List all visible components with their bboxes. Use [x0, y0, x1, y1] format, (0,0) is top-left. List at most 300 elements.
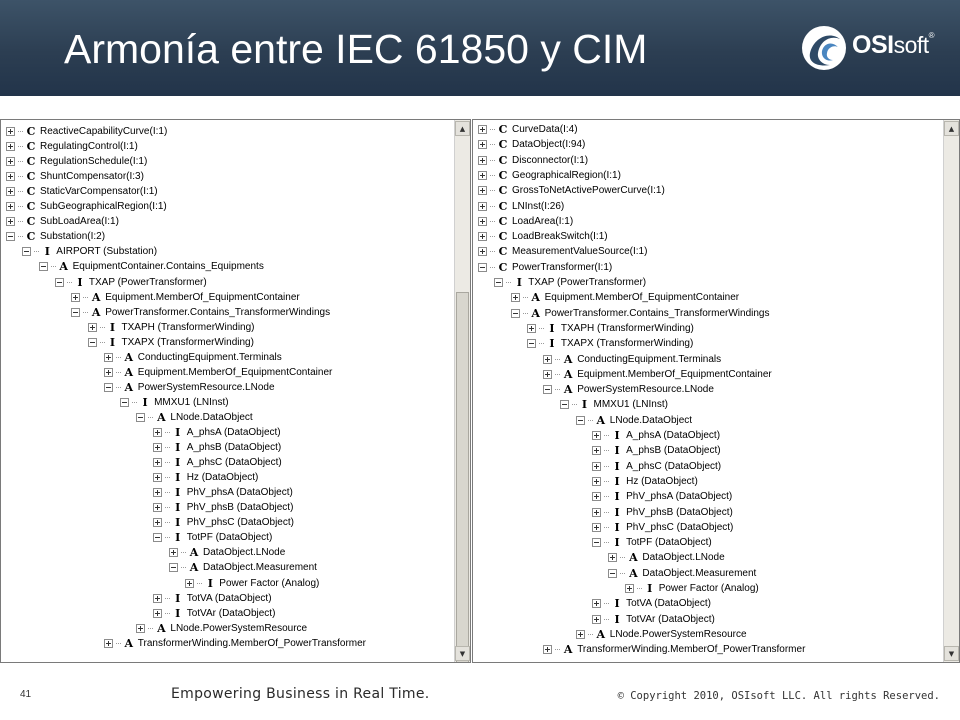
- node-type-icon: C: [498, 230, 508, 244]
- node-type-icon: I: [175, 516, 181, 530]
- node-type-icon: C: [498, 260, 508, 274]
- tree-connector: [116, 357, 121, 358]
- expand-toggle-icon[interactable]: [6, 172, 15, 181]
- tree-connector: [18, 191, 23, 192]
- node-type-icon: C: [26, 125, 36, 138]
- expand-toggle-icon[interactable]: [153, 488, 162, 497]
- tree-row[interactable]: [153, 606, 276, 621]
- expand-toggle-icon[interactable]: [6, 187, 15, 196]
- tree-row[interactable]: [527, 336, 693, 351]
- footer-copyright: © Copyright 2010, OSIsoft LLC. All rights Reserved.: [617, 690, 940, 702]
- tree-row[interactable]: [104, 365, 333, 380]
- slide-title: Armonía entre IEC 61850 y CIM: [64, 26, 648, 72]
- tree-connector: [18, 206, 23, 207]
- node-type-icon: I: [175, 486, 181, 500]
- tree-row[interactable]: [527, 321, 694, 336]
- scroll-up-button[interactable]: ▲: [455, 121, 470, 136]
- node-type-icon: I: [175, 606, 181, 620]
- tree-row[interactable]: [543, 642, 805, 657]
- tree-row-label: LoadArea(I:1): [512, 215, 574, 227]
- tree-row-label: LNode.DataObject: [170, 411, 253, 423]
- expand-toggle-icon[interactable]: [153, 458, 162, 467]
- node-type-icon: C: [26, 230, 36, 244]
- tree-connector: [100, 342, 105, 343]
- tree-row-label: Power Factor (Analog): [658, 583, 759, 594]
- tree-row[interactable]: [153, 530, 273, 545]
- tree-row-label: RegulatingControl(I:1): [40, 141, 138, 153]
- tree-row[interactable]: [104, 350, 282, 365]
- node-type-icon: A: [563, 352, 573, 366]
- expand-toggle-icon[interactable]: [543, 355, 552, 364]
- expand-toggle-icon[interactable]: [478, 202, 487, 211]
- tree-row[interactable]: [185, 576, 319, 591]
- tree-connector: [490, 129, 495, 130]
- tree-row[interactable]: [592, 535, 712, 550]
- node-type-icon: A: [596, 627, 606, 641]
- expand-toggle-icon[interactable]: [153, 503, 162, 512]
- tree-row[interactable]: [153, 591, 272, 606]
- logo-registered-mark: ®: [928, 31, 935, 40]
- node-type-icon: A: [157, 410, 166, 424]
- expand-toggle-icon[interactable]: [6, 127, 15, 136]
- tree-row-label: SubLoadArea(I:1): [40, 216, 119, 228]
- tree-connector: [165, 462, 170, 463]
- tree-connector: [51, 266, 56, 267]
- node-type-icon: I: [516, 276, 522, 289]
- tree-connector: [490, 175, 495, 176]
- tree-row[interactable]: [560, 397, 668, 412]
- node-type-icon: I: [581, 398, 588, 412]
- tree-connector: [572, 404, 577, 405]
- tree-row-label: TotPF (DataObject): [626, 537, 712, 549]
- collapse-toggle-icon[interactable]: [511, 309, 520, 318]
- expand-toggle-icon[interactable]: [153, 443, 162, 452]
- collapse-toggle-icon[interactable]: [136, 413, 145, 422]
- node-type-icon: I: [647, 582, 653, 595]
- node-type-icon: C: [26, 155, 36, 169]
- osisoft-logo: [800, 22, 950, 74]
- tree-row-label: Disconnector(I:1): [512, 154, 589, 166]
- node-type-icon: I: [614, 474, 620, 488]
- node-type-icon: C: [26, 185, 36, 199]
- expand-toggle-icon[interactable]: [592, 492, 601, 501]
- tree-row[interactable]: [478, 229, 608, 244]
- tree-connector: [490, 251, 495, 252]
- tree-row-label: PowerTransformer.Contains_TransformerWindings: [105, 306, 331, 318]
- expand-toggle-icon[interactable]: [153, 609, 162, 618]
- tree-connector: [604, 512, 609, 513]
- tree-connector: [83, 312, 88, 313]
- node-type-icon: I: [175, 441, 181, 455]
- node-type-icon: I: [175, 501, 181, 515]
- tree-row-label: LoadBreakSwitch(I:1): [512, 231, 608, 243]
- node-type-icon: I: [614, 612, 620, 626]
- tree-row[interactable]: [478, 244, 647, 259]
- expand-toggle-icon[interactable]: [478, 125, 487, 134]
- tree-row-label: PhV_phsC (DataObject): [626, 521, 734, 533]
- expand-toggle-icon[interactable]: [543, 645, 552, 654]
- tree-row[interactable]: [592, 474, 698, 489]
- tree-row[interactable]: [608, 566, 756, 581]
- tree-row-label: PowerTransformer(I:1): [512, 261, 613, 273]
- tree-row[interactable]: [136, 621, 307, 636]
- tree-connector: [604, 450, 609, 451]
- tree-connector: [604, 481, 609, 482]
- tree-connector: [539, 343, 544, 344]
- tree-connector: [34, 251, 39, 252]
- expand-toggle-icon[interactable]: [185, 579, 194, 588]
- expand-toggle-icon[interactable]: [136, 624, 145, 633]
- tree-row-label: ShuntCompensator(I:3): [40, 171, 144, 183]
- tree-row[interactable]: [478, 183, 665, 198]
- tree-row[interactable]: [71, 305, 330, 320]
- tree-row-label: AIRPORT (Substation): [56, 246, 158, 258]
- node-type-icon: A: [157, 621, 166, 635]
- expand-toggle-icon[interactable]: [6, 202, 15, 211]
- node-type-icon: I: [614, 490, 620, 504]
- scroll-down-button[interactable]: ▼: [455, 646, 470, 661]
- tree-connector: [523, 313, 528, 314]
- node-type-icon: I: [175, 456, 181, 470]
- expand-toggle-icon[interactable]: [592, 431, 601, 440]
- tree-row-label: TransformerWinding.MemberOf_PowerTransformer: [577, 644, 806, 656]
- expand-toggle-icon[interactable]: [592, 477, 601, 486]
- tree-connector: [555, 649, 560, 650]
- expand-toggle-icon[interactable]: [6, 217, 15, 226]
- expand-toggle-icon[interactable]: [153, 518, 162, 527]
- tree-connector: [604, 527, 609, 528]
- tree-connector: [165, 477, 170, 478]
- node-type-icon: I: [549, 321, 555, 335]
- tree-row[interactable]: [153, 485, 293, 500]
- expand-toggle-icon[interactable]: [478, 171, 487, 180]
- collapse-toggle-icon[interactable]: [527, 339, 536, 348]
- tree-connector: [181, 567, 186, 568]
- tree-row-label: ConductingEquipment.Terminals: [137, 351, 282, 363]
- expand-toggle-icon[interactable]: [153, 473, 162, 482]
- tree-row[interactable]: [543, 382, 714, 397]
- tree-row-label: TotVAr (DataObject): [626, 613, 715, 625]
- collapse-toggle-icon[interactable]: [608, 569, 617, 578]
- tree-row[interactable]: [6, 169, 144, 184]
- tree-row[interactable]: [6, 154, 147, 169]
- collapse-toggle-icon[interactable]: [494, 278, 503, 287]
- tree-row[interactable]: [478, 137, 585, 152]
- node-type-icon: I: [614, 505, 620, 519]
- scroll-down-button[interactable]: ▼: [944, 646, 959, 661]
- tree-row-label: LNode.DataObject: [609, 414, 693, 426]
- tree-row[interactable]: [6, 214, 119, 229]
- node-type-icon: I: [614, 444, 620, 458]
- tree-row-label: PowerSystemResource.LNode: [137, 381, 275, 393]
- node-type-icon: C: [498, 123, 508, 136]
- tree-row-label: TotVAr (DataObject): [186, 607, 276, 619]
- expand-toggle-icon[interactable]: [478, 156, 487, 165]
- expand-toggle-icon[interactable]: [592, 523, 601, 532]
- expand-toggle-icon[interactable]: [592, 446, 601, 455]
- collapse-toggle-icon[interactable]: [6, 232, 15, 241]
- expand-toggle-icon[interactable]: [478, 247, 487, 256]
- node-type-icon: A: [124, 380, 134, 394]
- tree-connector: [67, 282, 72, 283]
- right-scrollbar[interactable]: [943, 120, 959, 662]
- expand-toggle-icon[interactable]: [104, 353, 113, 362]
- tree-row-label: LNode.PowerSystemResource: [609, 628, 747, 640]
- tree-connector: [83, 297, 88, 298]
- expand-toggle-icon[interactable]: [478, 186, 487, 195]
- collapse-toggle-icon[interactable]: [576, 416, 585, 425]
- node-type-icon: I: [109, 335, 116, 349]
- tree-row-label: StaticVarCompensator(I:1): [40, 186, 158, 198]
- collapse-toggle-icon[interactable]: [543, 385, 552, 394]
- tree-row[interactable]: [592, 489, 732, 504]
- tree-connector: [588, 634, 593, 635]
- tree-row[interactable]: [153, 425, 281, 440]
- tree-row[interactable]: [153, 440, 282, 455]
- footer-tagline: Empowering Business in Real Time.: [171, 686, 430, 702]
- node-type-icon: C: [26, 140, 36, 154]
- expand-toggle-icon[interactable]: [576, 630, 585, 639]
- tree-connector: [165, 507, 170, 508]
- tree-row[interactable]: [6, 229, 105, 244]
- node-type-icon: I: [549, 337, 555, 351]
- tree-row[interactable]: [592, 459, 721, 474]
- tree-connector: [116, 387, 121, 388]
- node-type-icon: A: [91, 290, 101, 304]
- collapse-toggle-icon[interactable]: [22, 247, 31, 256]
- tree-connector: [18, 161, 23, 162]
- node-type-icon: C: [498, 168, 508, 182]
- expand-toggle-icon[interactable]: [592, 508, 601, 517]
- node-type-icon: A: [124, 636, 134, 650]
- tree-connector: [539, 328, 544, 329]
- tree-row-label: Power Factor (Analog): [219, 577, 320, 589]
- tree-connector: [555, 359, 560, 360]
- node-type-icon: I: [614, 520, 620, 534]
- tree-row[interactable]: [104, 636, 366, 651]
- tree-row[interactable]: [478, 260, 612, 275]
- tree-connector: [18, 146, 23, 147]
- expand-toggle-icon[interactable]: [543, 370, 552, 379]
- expand-toggle-icon[interactable]: [625, 584, 634, 593]
- tree-row-label: GeographicalRegion(I:1): [512, 169, 621, 181]
- tree-row[interactable]: [478, 153, 588, 168]
- collapse-toggle-icon[interactable]: [120, 398, 129, 407]
- tree-row[interactable]: [88, 335, 254, 350]
- node-type-icon: I: [614, 597, 620, 611]
- tree-row-label: A_phsB (DataObject): [626, 445, 721, 457]
- collapse-toggle-icon[interactable]: [169, 563, 178, 572]
- tree-row[interactable]: [169, 545, 285, 560]
- tree-connector: [165, 613, 170, 614]
- tree-row-label: TXAP (PowerTransformer): [88, 276, 207, 288]
- tree-row[interactable]: [478, 199, 564, 214]
- expand-toggle-icon[interactable]: [71, 293, 80, 302]
- collapse-toggle-icon[interactable]: [71, 308, 80, 317]
- node-type-icon: C: [498, 245, 508, 259]
- tree-row[interactable]: [169, 560, 317, 575]
- tree-row[interactable]: [592, 596, 711, 611]
- tree-row-label: DataObject.LNode: [642, 552, 725, 564]
- tree-row[interactable]: [478, 168, 621, 183]
- expand-toggle-icon[interactable]: [478, 232, 487, 241]
- tree-row[interactable]: [136, 410, 252, 425]
- node-type-icon: C: [498, 153, 508, 167]
- expand-toggle-icon[interactable]: [88, 323, 97, 332]
- node-type-icon: C: [498, 199, 508, 213]
- tree-row[interactable]: [543, 367, 772, 382]
- tree-row[interactable]: [592, 505, 733, 520]
- tree-connector: [132, 402, 137, 403]
- tree-row-label: TXAPX (TransformerWinding): [121, 336, 254, 348]
- collapse-toggle-icon[interactable]: [88, 338, 97, 347]
- expand-toggle-icon[interactable]: [592, 599, 601, 608]
- node-type-icon: C: [26, 215, 36, 229]
- tree-connector: [555, 389, 560, 390]
- tree-connector: [490, 267, 495, 268]
- tree-row[interactable]: [88, 320, 255, 335]
- tree-row[interactable]: [478, 214, 573, 229]
- collapse-toggle-icon[interactable]: [39, 262, 48, 271]
- collapse-toggle-icon[interactable]: [592, 538, 601, 547]
- tree-connector: [604, 619, 609, 620]
- tree-connector: [165, 598, 170, 599]
- tree-connector: [148, 628, 153, 629]
- expand-toggle-icon[interactable]: [592, 462, 601, 471]
- tree-row[interactable]: [6, 184, 158, 199]
- tree-row-label: MMXU1 (LNInst): [154, 396, 229, 408]
- tree-connector: [523, 297, 528, 298]
- tree-row[interactable]: [153, 515, 294, 530]
- tree-connector: [604, 603, 609, 604]
- tree-row-label: LNInst(I:26): [512, 200, 565, 212]
- expand-toggle-icon[interactable]: [6, 142, 15, 151]
- collapse-toggle-icon[interactable]: [153, 533, 162, 542]
- tree-row[interactable]: [576, 627, 747, 642]
- tree-row-label: PhV_phsA (DataObject): [626, 491, 733, 503]
- node-type-icon: A: [596, 413, 606, 427]
- tree-row-label: TotVA (DataObject): [186, 592, 272, 604]
- logo-wordmark: [852, 31, 934, 60]
- expand-toggle-icon[interactable]: [104, 368, 113, 377]
- tree-row[interactable]: [22, 244, 157, 259]
- logo-text-light: soft: [893, 32, 929, 58]
- expand-toggle-icon[interactable]: [608, 553, 617, 562]
- collapse-toggle-icon[interactable]: [55, 278, 64, 287]
- tree-row-label: MeasurementValueSource(I:1): [512, 246, 648, 258]
- tree-connector: [165, 522, 170, 523]
- expand-toggle-icon[interactable]: [592, 615, 601, 624]
- tree-row[interactable]: [592, 428, 720, 443]
- tree-row[interactable]: [71, 290, 300, 305]
- tree-row-label: PhV_phsC (DataObject): [186, 517, 294, 529]
- tree-row[interactable]: [625, 581, 759, 596]
- tree-row[interactable]: [543, 352, 721, 367]
- node-type-icon: A: [91, 305, 101, 319]
- tree-connector: [116, 372, 121, 373]
- collapse-toggle-icon[interactable]: [560, 400, 569, 409]
- tree-row[interactable]: [478, 122, 578, 137]
- tree-connector: [18, 236, 23, 237]
- tree-row-label: PowerTransformer.Contains_TransformerWindings: [544, 307, 770, 319]
- node-type-icon: C: [498, 184, 508, 198]
- expand-toggle-icon[interactable]: [153, 428, 162, 437]
- collapse-toggle-icon[interactable]: [104, 383, 113, 392]
- node-type-icon: A: [124, 365, 134, 379]
- collapse-toggle-icon[interactable]: [478, 263, 487, 272]
- tree-row-label: LNode.PowerSystemResource: [170, 622, 308, 634]
- tree-row-label: TXAPH (TransformerWinding): [560, 322, 694, 334]
- tree-connector: [197, 583, 202, 584]
- tree-row[interactable]: [608, 550, 724, 565]
- tree-row[interactable]: [153, 500, 294, 515]
- tree-connector: [588, 420, 593, 421]
- tree-row[interactable]: [576, 413, 692, 428]
- tree-row[interactable]: [55, 275, 207, 290]
- left-scrollbar[interactable]: [454, 120, 470, 662]
- tree-row-label: MMXU1 (LNInst): [593, 399, 668, 411]
- expand-toggle-icon[interactable]: [104, 639, 113, 648]
- scroll-up-button[interactable]: ▲: [944, 121, 959, 136]
- tree-row[interactable]: [592, 612, 715, 627]
- expand-toggle-icon[interactable]: [169, 548, 178, 557]
- expand-toggle-icon[interactable]: [511, 293, 520, 302]
- expand-toggle-icon[interactable]: [6, 157, 15, 166]
- tree-connector: [165, 432, 170, 433]
- expand-toggle-icon[interactable]: [527, 324, 536, 333]
- tree-connector: [490, 236, 495, 237]
- tree-connector: [620, 557, 625, 558]
- scroll-thumb[interactable]: [456, 292, 469, 663]
- tree-row[interactable]: [511, 306, 770, 321]
- node-type-icon: A: [629, 566, 638, 580]
- tree-row[interactable]: [6, 124, 167, 139]
- tree-row[interactable]: [39, 259, 264, 274]
- tree-row[interactable]: [104, 380, 275, 395]
- tree-row-label: TXAPX (TransformerWinding): [560, 338, 694, 350]
- tree-row[interactable]: [120, 395, 228, 410]
- tree-connector: [555, 374, 560, 375]
- tree-row-label: A_phsC (DataObject): [626, 460, 722, 472]
- tree-row[interactable]: [592, 443, 721, 458]
- tree-row[interactable]: [6, 199, 167, 214]
- tree-row-label: A_phsA (DataObject): [626, 430, 721, 441]
- node-type-icon: I: [175, 531, 181, 545]
- tree-row-label: TransformerWinding.MemberOf_PowerTransformer: [137, 637, 367, 649]
- tree-connector: [604, 435, 609, 436]
- tree-row-label: PowerSystemResource.LNode: [577, 384, 714, 396]
- tree-row-label: A_phsA (DataObject): [186, 427, 281, 438]
- tree-row[interactable]: [153, 470, 259, 485]
- node-type-icon: C: [498, 214, 508, 228]
- tree-row[interactable]: [6, 139, 138, 154]
- expand-toggle-icon[interactable]: [478, 140, 487, 149]
- tree-row[interactable]: [511, 290, 740, 305]
- tree-row-label: Equipment.MemberOf_EquipmentContainer: [577, 368, 772, 380]
- node-type-icon: A: [563, 383, 573, 397]
- tree-connector: [18, 131, 23, 132]
- node-type-icon: I: [142, 395, 148, 409]
- tree-row[interactable]: [592, 520, 733, 535]
- tree-row-label: TXAP (PowerTransformer): [528, 277, 647, 288]
- tree-row[interactable]: [494, 275, 646, 290]
- tree-row[interactable]: [153, 455, 282, 470]
- tree-row-label: TotPF (DataObject): [186, 532, 273, 544]
- logo-text-bold: OSI: [852, 31, 894, 59]
- expand-toggle-icon[interactable]: [153, 594, 162, 603]
- tree-row-label: PhV_phsA (DataObject): [186, 487, 293, 499]
- expand-toggle-icon[interactable]: [478, 217, 487, 226]
